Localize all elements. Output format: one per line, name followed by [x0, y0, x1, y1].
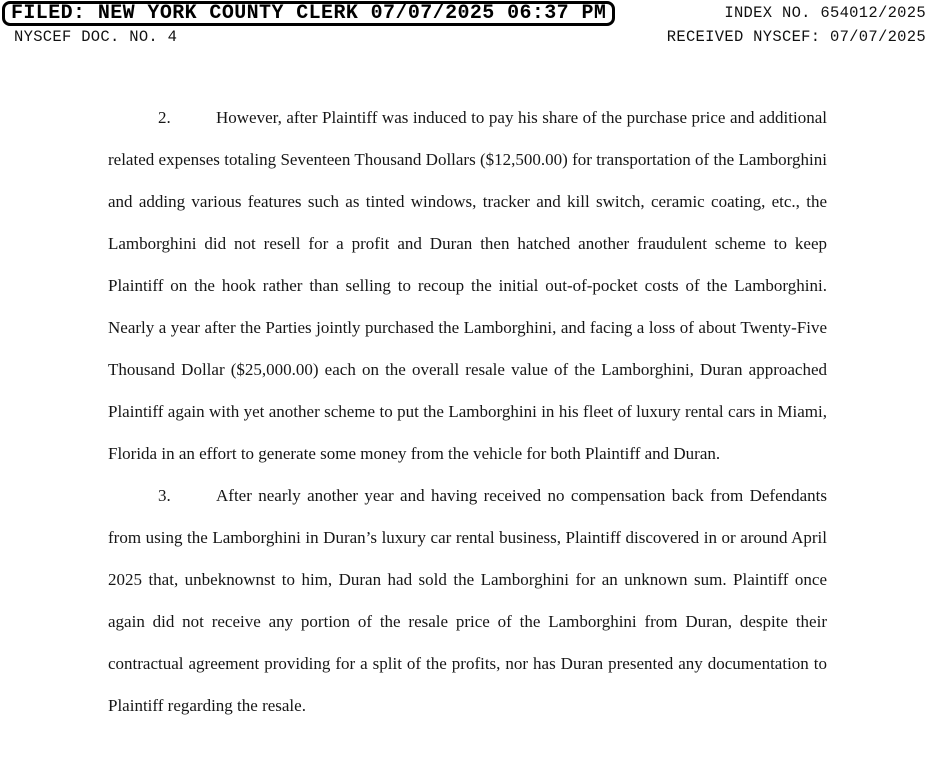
- document-body: [108, 97, 827, 727]
- paragraph-2-number: 2.: [158, 108, 171, 127]
- index-number: INDEX NO. 654012/2025: [724, 4, 926, 22]
- paragraph-2: [108, 97, 827, 475]
- received-nyscef-stamp: RECEIVED NYSCEF: 07/07/2025: [666, 28, 926, 46]
- filed-stamp: [2, 1, 615, 26]
- nyscef-doc-number: NYSCEF DOC. NO. 4: [14, 28, 178, 46]
- paragraph-3-number: 3.: [158, 486, 171, 505]
- paragraph-2-text: However, after Plaintiff was induced to pay his share of the purchase price and additional related expenses totaling Seventeen Thousand Dollars ($12,500.00) for transportation of the Lamborghini and adding various features such as tinted windows, tracker and kill switch, ceramic coating, etc., the Lamborghini did not resell for a profit and Duran then hatched another fraudulent scheme to keep Plaintiff on the hook rather than selling to recoup the initial out-of-pocket costs of the Lamborghini. Nearly a year after the Parties jointly purchased the Lamborghini, and facing a loss of about Twenty-Five Thousand Dollar ($25,000.00) each on the overall resale value of the Lamborghini, Duran approached Plaintiff again with yet another scheme to put the Lamborghini in his fleet of luxury rental cars in Miami, Florida in an effort to generate some money from the vehicle for both Plaintiff and Duran.: [108, 108, 827, 463]
- paragraph-3-text: After nearly another year and having received no compensation back from Defendants from using the Lamborghini in Duran’s luxury car rental business, Plaintiff discovered in or around April 2025 that, unbeknownst to him, Duran had sold the Lamborghini for an unknown sum. Plaintiff once again did not receive any portion of the resale price of the Lamborghini from Duran, despite their contractual agreement providing for a split of the profits, nor has Duran presented any documentation to Plaintiff regarding the resale.: [108, 486, 827, 715]
- paragraph-3: [108, 475, 827, 727]
- filed-stamp-text: FILED: NEW YORK COUNTY CLERK 07/07/2025 06:37 PM: [11, 2, 607, 25]
